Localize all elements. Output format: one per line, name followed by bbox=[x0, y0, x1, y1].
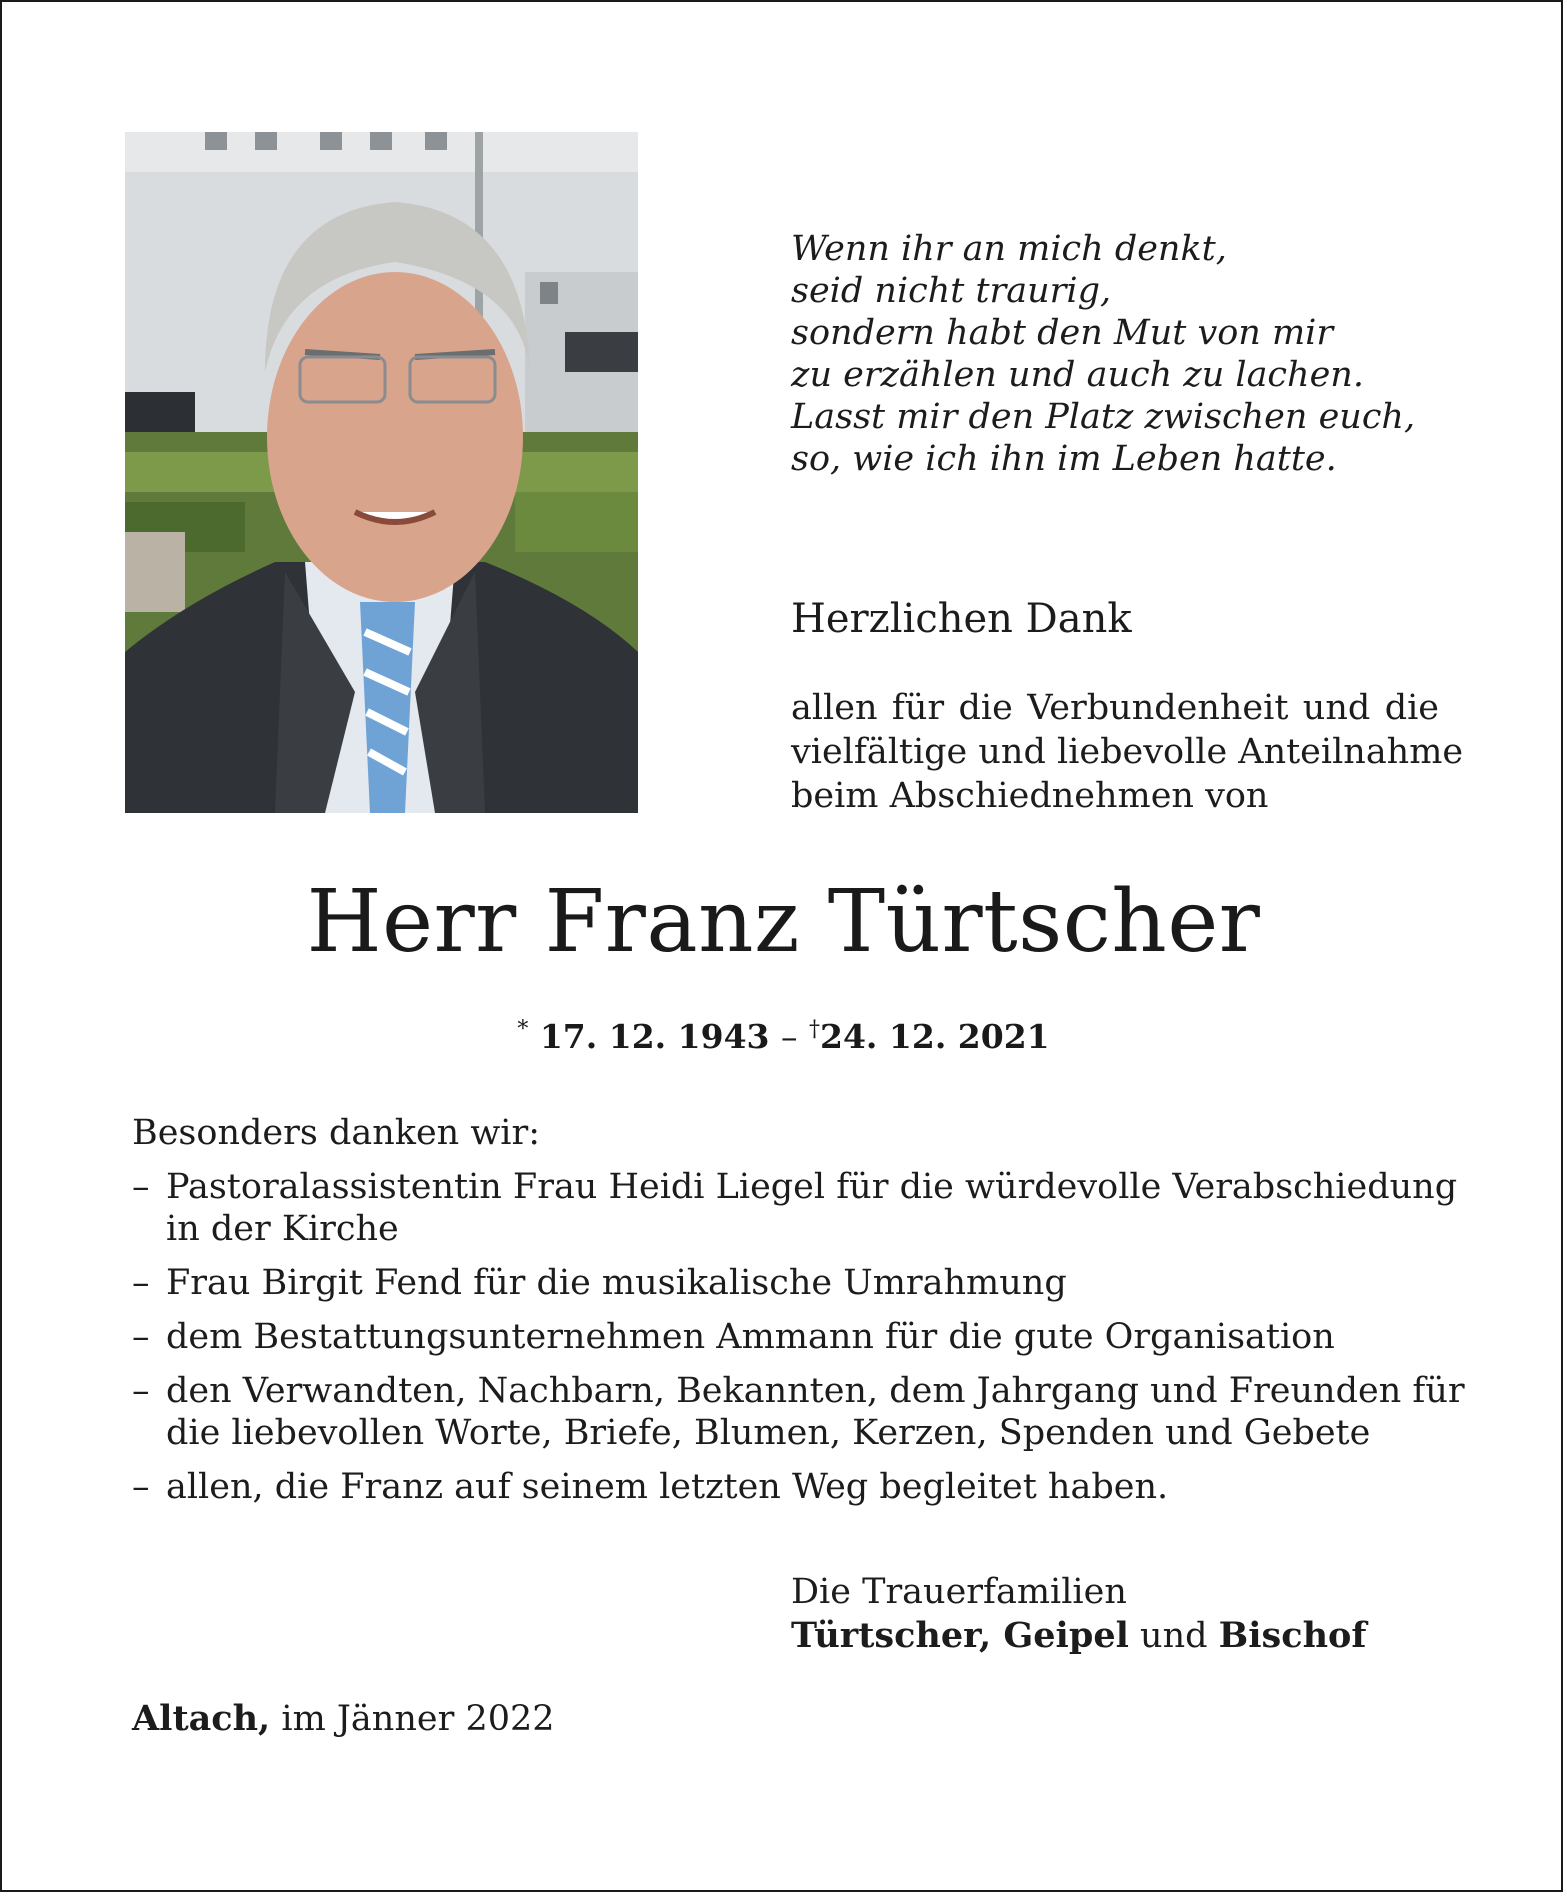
list-item bbox=[132, 1316, 1442, 1358]
birth-symbol: * bbox=[517, 1017, 529, 1042]
thanks-line: beim Abschiednehmen von bbox=[791, 776, 1269, 816]
signature-families bbox=[791, 1614, 1366, 1658]
signature-line: Die Trauerfamilien bbox=[791, 1572, 1127, 1612]
special-thanks-heading: Besonders danken wir: bbox=[132, 1113, 541, 1153]
date-separator: – bbox=[781, 1017, 798, 1056]
poem-line: sondern habt den Mut von mir bbox=[791, 313, 1334, 353]
list-item-line: die liebevollen Worte, Briefe, Blumen, Kerzen, Spenden und Gebete bbox=[166, 1413, 1371, 1453]
poem-line: zu erzählen und auch zu lachen. bbox=[791, 355, 1364, 395]
list-bullet: – bbox=[132, 1263, 150, 1303]
poem-line: so, wie ich ihn im Leben hatte. bbox=[791, 439, 1337, 479]
deceased-name: Herr Franz Türtscher bbox=[306, 872, 1261, 972]
list-item bbox=[132, 1370, 1465, 1454]
poem bbox=[791, 228, 1491, 480]
signature-conjunction: und bbox=[1140, 1616, 1208, 1656]
list-item-line: Pastoralassistentin Frau Heidi Liegel für die würdevolle Verabschiedung bbox=[166, 1167, 1458, 1207]
portrait-image bbox=[125, 132, 638, 813]
thanks-line: allen für die Verbundenheit und die bbox=[791, 688, 1439, 728]
list-item bbox=[132, 1466, 1442, 1508]
thanks-line: vielfältige und liebevolle Anteilnahme bbox=[791, 732, 1464, 772]
list-item-line: in der Kirche bbox=[166, 1209, 399, 1249]
family-name: Bischof bbox=[1218, 1615, 1367, 1656]
thanks-text bbox=[791, 686, 1464, 818]
death-date: 24. 12. 2021 bbox=[820, 1017, 1050, 1056]
date-text: im Jänner 2022 bbox=[281, 1699, 555, 1739]
special-thanks-list bbox=[132, 1166, 1465, 1508]
poem-line: seid nicht traurig, bbox=[791, 271, 1112, 311]
poem-line: Lasst mir den Platz zwischen euch, bbox=[791, 397, 1416, 437]
list-item-line: allen, die Franz auf seinem letzten Weg begleitet haben. bbox=[166, 1467, 1169, 1507]
portrait-photo bbox=[125, 132, 638, 813]
list-item bbox=[132, 1262, 1442, 1304]
signature bbox=[791, 1570, 1366, 1658]
list-item-line: den Verwandten, Nachbarn, Bekannten, dem Jahrgang und Freunden für bbox=[166, 1371, 1465, 1411]
list-bullet: – bbox=[132, 1167, 150, 1207]
birth-date: 17. 12. 1943 bbox=[539, 1017, 770, 1056]
special-thanks bbox=[132, 1112, 1465, 1520]
family-names: Türtscher, Geipel bbox=[791, 1615, 1129, 1656]
list-item-line: Frau Birgit Fend für die musikalische Umrahmung bbox=[166, 1263, 1067, 1303]
place-date bbox=[132, 1698, 555, 1739]
life-dates bbox=[2, 1017, 1563, 1056]
poem-line: Wenn ihr an mich denkt, bbox=[791, 229, 1227, 269]
death-symbol: † bbox=[809, 1017, 820, 1042]
list-bullet: – bbox=[132, 1317, 150, 1357]
list-bullet: – bbox=[132, 1467, 150, 1507]
list-bullet: – bbox=[132, 1371, 150, 1411]
list-item-line: dem Bestattungsunternehmen Ammann für die gute Organisation bbox=[166, 1317, 1335, 1357]
place-name: Altach, bbox=[132, 1698, 271, 1739]
thanks-title: Herzlichen Dank bbox=[791, 596, 1132, 642]
list-item bbox=[132, 1166, 1458, 1250]
